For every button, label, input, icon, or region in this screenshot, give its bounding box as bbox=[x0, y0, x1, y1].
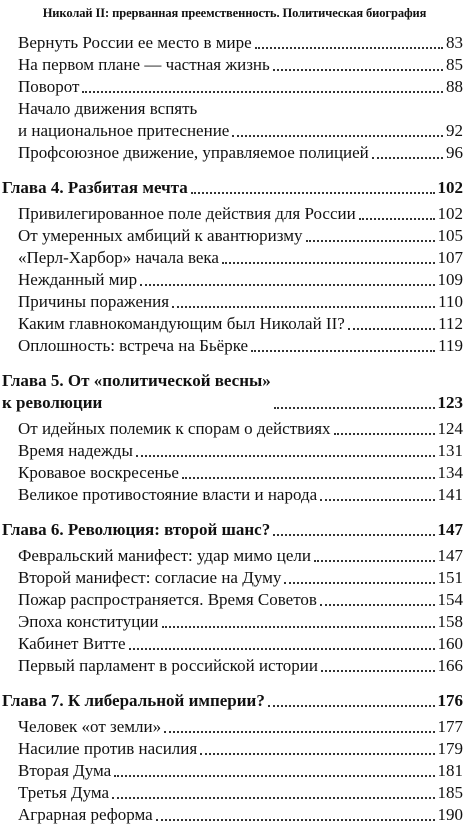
toc-entry-label: Аграрная реформа bbox=[18, 805, 153, 824]
toc-entry-label: Второй манифест: согласие на Думу bbox=[18, 568, 282, 587]
dot-leader bbox=[156, 819, 435, 821]
toc-page-number: 109 bbox=[437, 270, 463, 289]
dot-leader bbox=[321, 670, 435, 672]
dot-leader bbox=[274, 407, 435, 409]
dot-leader bbox=[251, 350, 435, 352]
toc-item bbox=[0, 142, 469, 164]
toc-page-number: 176 bbox=[437, 691, 463, 710]
toc-chapter bbox=[0, 177, 469, 199]
toc-entry-label: Великое противостояние власти и народа bbox=[18, 485, 318, 504]
toc-item bbox=[0, 782, 469, 804]
toc-entry-label: Поворот bbox=[18, 77, 80, 96]
toc-page-number: 119 bbox=[438, 336, 463, 355]
toc-item bbox=[0, 462, 469, 484]
toc-entry-label: Нежданный мир bbox=[18, 270, 138, 289]
toc-item bbox=[0, 247, 469, 269]
dot-leader bbox=[348, 328, 435, 330]
dot-leader bbox=[136, 455, 435, 457]
toc-page-number: 181 bbox=[437, 761, 463, 780]
toc-item bbox=[0, 804, 469, 826]
toc-entry-label: «Перл-Харбор» начала века bbox=[18, 248, 219, 267]
table-of-contents bbox=[0, 32, 469, 826]
toc-page-number: 160 bbox=[437, 634, 463, 653]
dot-leader bbox=[273, 534, 434, 536]
toc-chapter bbox=[0, 519, 469, 541]
dot-leader bbox=[334, 433, 435, 435]
dot-leader bbox=[268, 705, 435, 707]
toc-page-number: 85 bbox=[446, 55, 463, 74]
toc-item bbox=[0, 98, 469, 142]
dot-leader bbox=[284, 582, 434, 584]
toc-page-number: 158 bbox=[437, 612, 463, 631]
toc-page-number: 107 bbox=[437, 248, 463, 267]
toc-page-number: 102 bbox=[437, 178, 463, 197]
toc-item bbox=[0, 633, 469, 655]
toc-item bbox=[0, 335, 469, 357]
toc-page-number: 92 bbox=[446, 121, 463, 140]
toc-page-number: 96 bbox=[446, 143, 463, 162]
toc-entry-label: Вернуть России ее место в мире bbox=[18, 33, 252, 52]
toc-page-number: 123 bbox=[437, 393, 463, 412]
toc-entry-label: Пожар распространяется. Время Советов bbox=[18, 590, 317, 609]
toc-item bbox=[0, 440, 469, 462]
toc-entry-label: Глава 4. Разбитая мечта bbox=[2, 178, 188, 197]
toc-page-number: 141 bbox=[437, 485, 463, 504]
toc-item bbox=[0, 76, 469, 98]
toc-item bbox=[0, 611, 469, 633]
toc-entry-label: Кровавое воскресенье bbox=[18, 463, 179, 482]
toc-entry-label: Глава 6. Революция: второй шанс? bbox=[2, 520, 271, 539]
dot-leader bbox=[112, 797, 434, 799]
toc-item bbox=[0, 32, 469, 54]
dot-leader bbox=[129, 648, 435, 650]
dot-leader bbox=[255, 47, 443, 49]
toc-entry-label: Первый парламент в российской истории bbox=[18, 656, 318, 675]
toc-entry-label: Эпоха конституции bbox=[18, 612, 159, 631]
dot-leader bbox=[320, 499, 434, 501]
dot-leader bbox=[359, 218, 435, 220]
toc-entry-label-line: к революции bbox=[2, 393, 103, 412]
toc-page-number: 131 bbox=[437, 441, 463, 460]
toc-entry-label: Насилие против насилия bbox=[18, 739, 198, 758]
toc-page-number: 124 bbox=[437, 419, 463, 438]
dot-leader bbox=[372, 157, 443, 159]
dot-leader bbox=[182, 477, 435, 479]
toc-entry-label bbox=[2, 370, 271, 414]
dot-leader bbox=[232, 135, 443, 137]
toc-item bbox=[0, 567, 469, 589]
toc-page-number: 177 bbox=[437, 717, 463, 736]
toc-item bbox=[0, 738, 469, 760]
toc-item bbox=[0, 291, 469, 313]
toc-item bbox=[0, 418, 469, 440]
dot-leader bbox=[222, 262, 435, 264]
toc-page-number: 105 bbox=[437, 226, 463, 245]
dot-leader bbox=[82, 91, 443, 93]
toc-page-number: 88 bbox=[446, 77, 463, 96]
dot-leader bbox=[164, 731, 434, 733]
toc-page-number: 190 bbox=[437, 805, 463, 824]
toc-item bbox=[0, 545, 469, 567]
section-gap bbox=[0, 357, 469, 370]
toc-entry-label: Каким главнокомандующим был Николай II? bbox=[18, 314, 345, 333]
toc-page-number: 166 bbox=[437, 656, 463, 675]
dot-leader bbox=[172, 306, 435, 308]
toc-entry-label-line: и национальное притеснение bbox=[18, 121, 230, 140]
toc-page-number: 83 bbox=[446, 33, 463, 52]
toc-page-number: 154 bbox=[437, 590, 463, 609]
toc-entry-label: Время надежды bbox=[18, 441, 133, 460]
toc-entry-label: Человек «от земли» bbox=[18, 717, 162, 736]
dot-leader bbox=[140, 284, 434, 286]
toc-entry-label: Профсоюзное движение, управляемое полицией bbox=[18, 143, 369, 162]
toc-page-number: 134 bbox=[437, 463, 463, 482]
dot-leader bbox=[191, 192, 435, 194]
dot-leader bbox=[306, 240, 435, 242]
toc-entry-label: Причины поражения bbox=[18, 292, 170, 311]
toc-entry-label: Кабинет Витте bbox=[18, 634, 126, 653]
toc-entry-label: Третья Дума bbox=[18, 783, 110, 802]
dot-leader bbox=[320, 604, 435, 606]
toc-entry-label bbox=[18, 98, 229, 142]
toc-item bbox=[0, 313, 469, 335]
toc-page-number: 147 bbox=[437, 520, 463, 539]
toc-item bbox=[0, 716, 469, 738]
toc-item bbox=[0, 484, 469, 506]
toc-entry-label-line: Начало движения вспять bbox=[18, 99, 198, 118]
toc-entry-label: Вторая Дума bbox=[18, 761, 112, 780]
toc-entry-label: Привилегированное поле действия для России bbox=[18, 204, 356, 223]
toc-item bbox=[0, 760, 469, 782]
toc-page-number: 185 bbox=[437, 783, 463, 802]
toc-item bbox=[0, 203, 469, 225]
toc-entry-label: На первом плане — частная жизнь bbox=[18, 55, 270, 74]
section-gap bbox=[0, 506, 469, 519]
toc-item bbox=[0, 269, 469, 291]
toc-entry-label: Глава 7. К либеральной империи? bbox=[2, 691, 265, 710]
toc-page-number: 151 bbox=[437, 568, 463, 587]
toc-chapter bbox=[0, 370, 469, 414]
section-gap bbox=[0, 677, 469, 690]
dot-leader bbox=[273, 69, 443, 71]
toc-page-number: 147 bbox=[437, 546, 463, 565]
dot-leader bbox=[162, 626, 435, 628]
toc-page-number: 110 bbox=[438, 292, 463, 311]
toc-page-number: 112 bbox=[438, 314, 463, 333]
toc-entry-label: От идейных полемик к спорам о действиях bbox=[18, 419, 331, 438]
running-header: Николай II: прерванная преемственность. Политическая биография bbox=[42, 6, 427, 20]
dot-leader bbox=[200, 753, 434, 755]
toc-page-number: 179 bbox=[437, 739, 463, 758]
toc-item bbox=[0, 225, 469, 247]
section-gap bbox=[0, 164, 469, 177]
toc-entry-label: Оплошность: встреча на Бьёрке bbox=[18, 336, 249, 355]
toc-item bbox=[0, 589, 469, 611]
toc-chapter bbox=[0, 690, 469, 712]
toc-page-number: 102 bbox=[437, 204, 463, 223]
toc-item bbox=[0, 655, 469, 677]
toc-entry-label-line: Глава 5. От «политической весны» bbox=[2, 371, 271, 390]
toc-item bbox=[0, 54, 469, 76]
toc-entry-label: От умеренных амбиций к авантюризму bbox=[18, 226, 303, 245]
toc-entry-label: Февральский манифест: удар мимо цели bbox=[18, 546, 311, 565]
dot-leader bbox=[114, 775, 434, 777]
dot-leader bbox=[314, 560, 435, 562]
